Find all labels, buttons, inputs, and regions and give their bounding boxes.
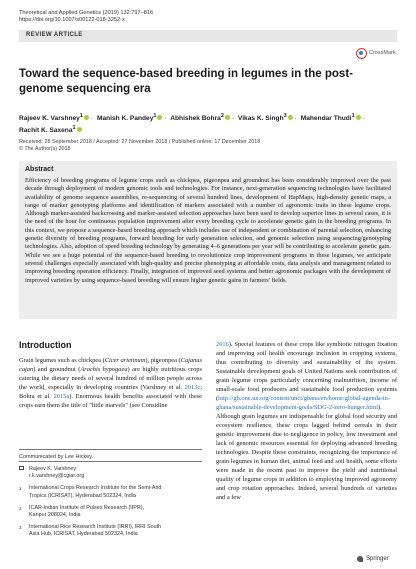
copyright-line: © The Author(s) 2018 [19,146,71,153]
date-line: Received: 28 September 2018 / Accepted: 27 November 2018 / Published online: 17 December 2018 [19,139,261,145]
abstract-text: Efficiency of breeding programs of legume crops such as chickpea, pigeonpea and groundnut has been considerably improved over the past decade through deployment of modern genomic tools and technologies. For instance, next-generation sequencing technologies have facilitated availability of genome sequence assemblies, re-sequencing of several hundred lines, development of HapMaps, high-density genetic maps, a range of marker genotyping platforms and identification of markers associated with a number of agronomic traits in these legume crops. Although marker-assisted backcrossing and marker-assisted selection approaches have been used to develop superior lines in several cases, it is the need of the hour for continuous population improvement after every breeding cycle to accelerate genetic gain in the breeding programs. In this context, we propose a sequence-based breeding approach which includes use of independent or combination of parental selection, enhancing genetic diversity of breeding programs, forward breeding for early generation selection, and genomic selection using sequencing/genotyping technologies. Also, adoption of speed breeding technology by generating 4–6 generations per year will be contributing to accelerate genetic gain. While we see a huge potential of the sequence-based breeding to revolutionize crop improvement programs in these legumes, we anticipate several challenges especially associated with high-quality and precise phenotyping at affordable costs, data analysis and management related to improving breeding operation efficiency. Finally, integration of improved seed systems and better agronomic packages with the development of improved varieties by using sequence-based breeding will ensure higher genetic gains in farmers' fields. [25,177,391,284]
corresponding-author: Rajeev K. Varshney r.k.varshney@cgiar.org [19,466,202,480]
affiliation-item: $^2$ ICAR-Indian Institute of Pulses Research (IIPR), Kanpur 208024, India [19,504,145,519]
intro-column [19,340,202,410]
author[interactable]: Abhishek Bohra$^2$ [170,115,230,122]
intro-heading: Introduction [19,340,72,350]
publication-dates [19,139,260,153]
citation-link[interactable]: 2016 [216,341,229,348]
author[interactable]: Mahendar Thudi$^1$ [301,115,361,122]
affiliation-item: $^3$ International Rice Research Institute (IRRI), IRRI South Asia Hub, ICRISAT, Hyderabad 502324, India [19,524,162,538]
springer-horse-icon [357,556,363,562]
orcid-icon[interactable] [77,127,82,132]
intro-paragraph: Grain legumes such as chickpea (Cicer arietinum), pigeonpea (Cajanus cajan) and groundnut (Arachis hypogaea) are highly nutritious crops catering the dietary needs of several hundred of million people across the world, especially in developing countries (Varshney et al. 2013c; Bohra et al. 2015a). Enormous health benefits associated with these crops earn them the title of "little marvels" (see Considine [19,357,203,409]
envelope-icon [19,466,24,470]
abstract-heading: Abstract [25,166,54,173]
orcid-icon[interactable] [84,115,89,120]
citation-link[interactable]: 2013c [184,384,201,391]
section-label: REVIEW ARTICLE [26,32,83,38]
sdg-url-link[interactable]: http://gh.one.un.org/content/unct/ghana/en/home/global-agenda-in-ghana/sustainable-development-goals/SDG-2-zero-hunger.html [216,395,390,411]
author[interactable]: Manish K. Pandey$^1$ [97,115,163,122]
crossmark-label: CrossMark [369,50,396,56]
doi-link[interactable]: https://doi.org/10.1007/s00122-018-3252-x [19,17,125,24]
communicated-by: Communicated by Lee Hickey. [19,449,202,460]
crossmark-badge[interactable] [356,48,398,60]
journal-header [19,10,153,25]
citation-link[interactable]: 2015a [53,393,70,400]
author[interactable]: Rajeev K. Varshney$^1$ [19,115,89,122]
orcid-icon[interactable] [288,115,293,120]
email-link[interactable]: r.k.varshney@cgiar.org [29,473,85,480]
orcid-icon[interactable] [157,115,162,120]
orcid-icon[interactable] [356,115,361,120]
author[interactable]: Rachit K. Saxena$^1$ [19,127,82,134]
article-title: Toward the sequence-based breeding in legumes in the post-genome sequencing era [19,68,353,95]
crossmark-icon [356,48,367,59]
affiliations [19,461,202,544]
affiliation-item: $^1$ International Crops Research Institute for the Semi-Arid Tropics (ICRISAT), Hyderabad 502324, India [19,485,162,499]
body-text-right: 2016). Special features of these crops like symbiotic nitrogen fixation and improving soil health encourage inclusion in cropping systems, thus contributing to diversity and sustainability of the system. Sustainable development goals of United Nations seek contribution of grain legume crops particularly concerning malnutrition, income of small-scale food producers and sustainable food production systems (http://gh.one.un.org/content/unct/ghana/en/home/global-agenda-in-ghana/sustainable-development-goals/SDG-2-zero-hunger.html). Although grain legumes are indispensable for global food security and ecosystem resilience, these crops lagged behind cereals in their genetic improvement due to negligence in policy, low investment and lack of genomic resources essential for deploying advanced breeding technologies. Despite these constraints, recognizing the importance of grain legumes in human diet, animal feed and soil health, some efforts were made in the recent past to improve the yield and nutritional quality of legume crops in addition to employing improved agronomy and crop rotation approaches. Indeed, several hundreds of varieties and a few [216,341,397,501]
section-bar [19,30,397,42]
publisher-logo: Springer [357,556,389,562]
author-list: Rajeev K. Varshney$^1$ · Manish K. Pandey$^1$ · Abhishek Bohra$^2$ · Vikas K. Singh$^3$ · Mahendar Thudi$^1$ · Rachit K. Saxena$^1$ [19,113,365,134]
author[interactable]: Vikas K. Singh$^3$ [238,115,293,122]
journal-citation: Theoretical and Applied Genetics (2019) 132:797–816 [19,10,154,16]
abstract-section [19,161,397,319]
orcid-icon[interactable] [225,115,230,120]
